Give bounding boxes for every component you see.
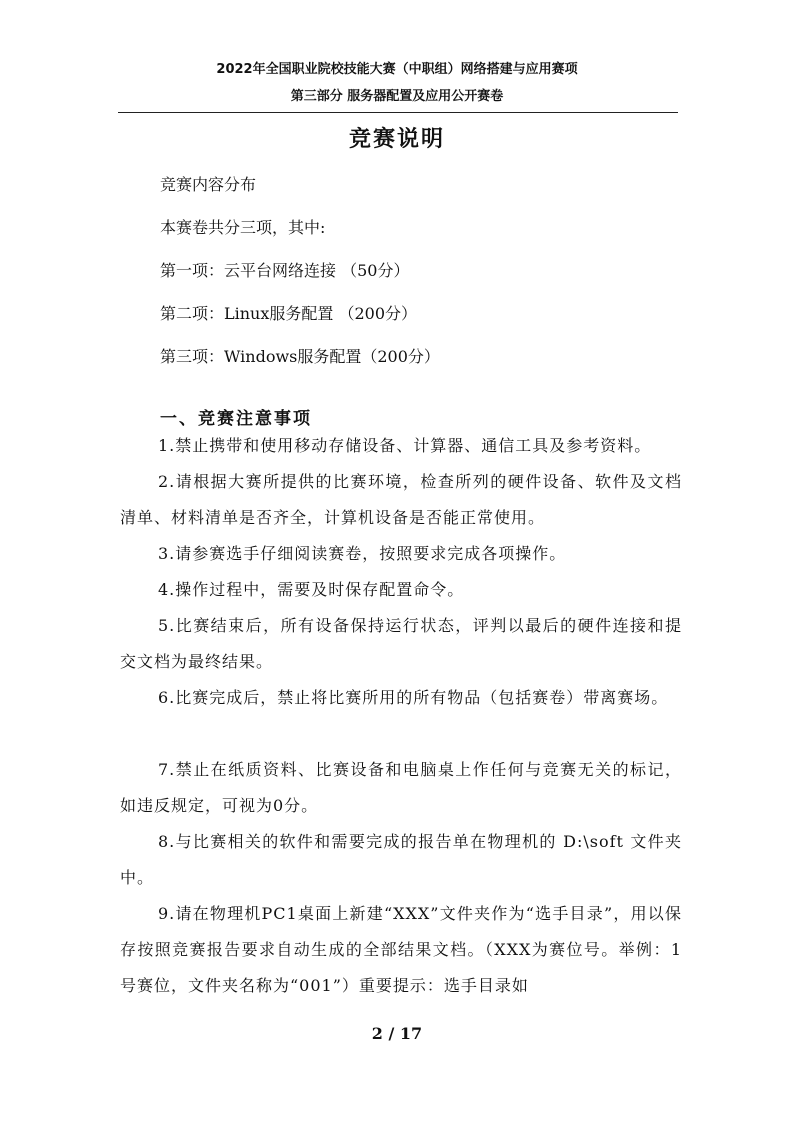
header-line-2: 第三部分 服务器配置及应用公开赛卷 xyxy=(290,89,504,104)
header-rule xyxy=(118,112,678,113)
page-title: 竞赛说明 xyxy=(348,127,445,152)
notice-item: 3.请参赛选手仔细阅读赛卷，按照要求完成各项操作。 xyxy=(158,544,567,563)
header-line-1: 2022年全国职业院校技能大赛（中职组）网络搭建与应用赛项 xyxy=(216,62,578,77)
notice-item: 4.操作过程中，需要及时保存配置命令。 xyxy=(158,580,465,599)
intro-line-3: 第一项：云平台网络连接 （50分） xyxy=(160,261,410,280)
page-number: 2 / 17 xyxy=(371,1024,423,1043)
notice-item: 2.请根据大赛所提供的比赛环境，检查所列的硬件设备、软件及文档清单、材料清单是否齐全，计算机设备是否能正常使用。 xyxy=(120,472,682,527)
notice-item: 5.比赛结束后，所有设备保持运行状态，评判以最后的硬件连接和提交文档为最终结果。 xyxy=(120,616,682,671)
notice-item: 9.请在物理机PC1桌面上新建“XXX”文件夹作为“选手目录”，用以保存按照竞赛报告要求自动生成的全部结果文档。（XXX为赛位号。举例：1号赛位，文件夹名称为“001”）重要提示：选手目录如 xyxy=(120,904,682,995)
notice-item: 1.禁止携带和使用移动存储设备、计算器、通信工具及参考资料。 xyxy=(158,436,652,455)
intro-line-5: 第三项：Windows服务配置（200分） xyxy=(160,347,440,366)
intro-line-4: 第二项：Linux服务配置 （200分） xyxy=(160,304,418,323)
notice-item: 8.与比赛相关的软件和需要完成的报告单在物理机的 D:\soft 文件夹中。 xyxy=(120,832,682,887)
intro-line-1: 竞赛内容分布 xyxy=(160,175,257,194)
notice-item: 7.禁止在纸质资料、比赛设备和电脑桌上作任何与竞赛无关的标记，如违反规定，可视为0分。 xyxy=(120,760,682,815)
section-title: 一、竞赛注意事项 xyxy=(160,409,312,429)
intro-line-2: 本赛卷共分三项，其中: xyxy=(160,218,326,237)
notice-item: 6.比赛完成后，禁止将比赛所用的所有物品（包括赛卷）带离赛场。 xyxy=(158,688,669,707)
